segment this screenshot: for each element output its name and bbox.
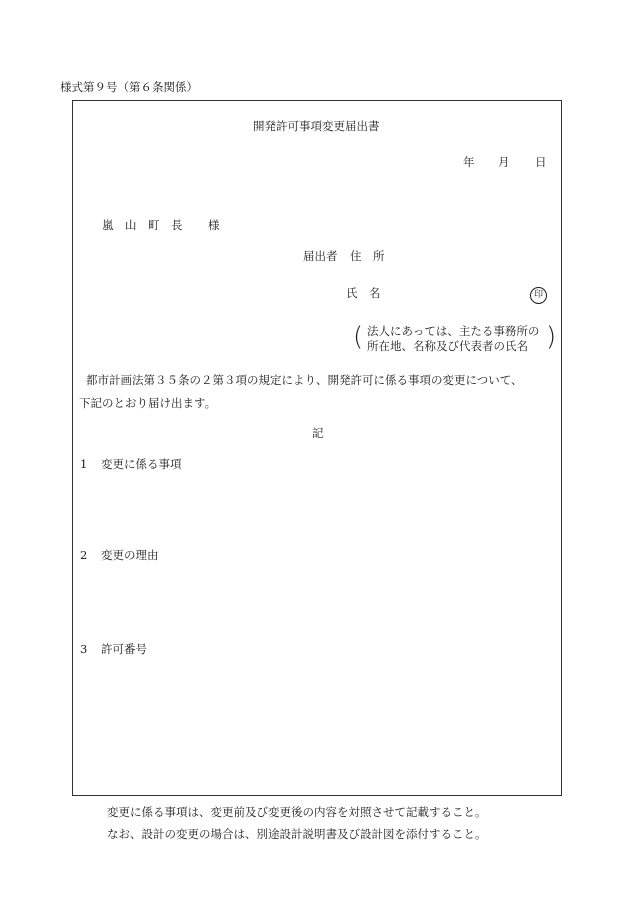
item-2-number: 2 [80,548,88,562]
ki-heading: 記 [312,426,324,440]
body-text-line2: 下記のとおり届け出ます。 [79,396,217,410]
seal-mark: 印 [530,287,547,304]
form-number: 様式第９号（第６条関係） [60,80,198,94]
item-1-label: 変更に係る事項 [101,457,182,471]
corporate-note-line2: 所在地、名称及び代表者の氏名 [367,339,528,353]
notifier-label: 届出者 [303,249,338,263]
right-paren-icon: ) [546,322,557,352]
body-text-line1: 都市計画法第３５条の２第３項の規定により、開発許可に係る事項の変更について、 [86,373,523,387]
form-title: 開発許可事項変更届出書 [253,119,380,133]
date-day-label: 日 [535,155,547,169]
addressee-town: 嵐 山 町 長 [102,218,183,232]
item-2-label: 変更の理由 [101,548,159,562]
left-paren-icon: ( [353,322,364,352]
form-frame [72,100,562,796]
footnote-1: 変更に係る事項は、変更前及び変更後の内容を対照させて記載すること。 [107,805,487,819]
item-3-label: 許可番号 [101,642,147,656]
date-year-label: 年 [463,155,475,169]
notifier-address-label: 住 所 [350,249,385,263]
item-1-number: 1 [80,457,88,471]
notifier-name-label: 氏 名 [346,286,381,300]
addressee-honorific: 様 [208,218,220,232]
footnote-2: なお、設計の変更の場合は、別途設計説明書及び設計図を添付すること。 [107,827,487,841]
date-month-label: 月 [498,155,510,169]
corporate-note-line1: 法人にあっては、主たる事務所の [367,324,540,338]
item-3-number: 3 [80,642,88,656]
